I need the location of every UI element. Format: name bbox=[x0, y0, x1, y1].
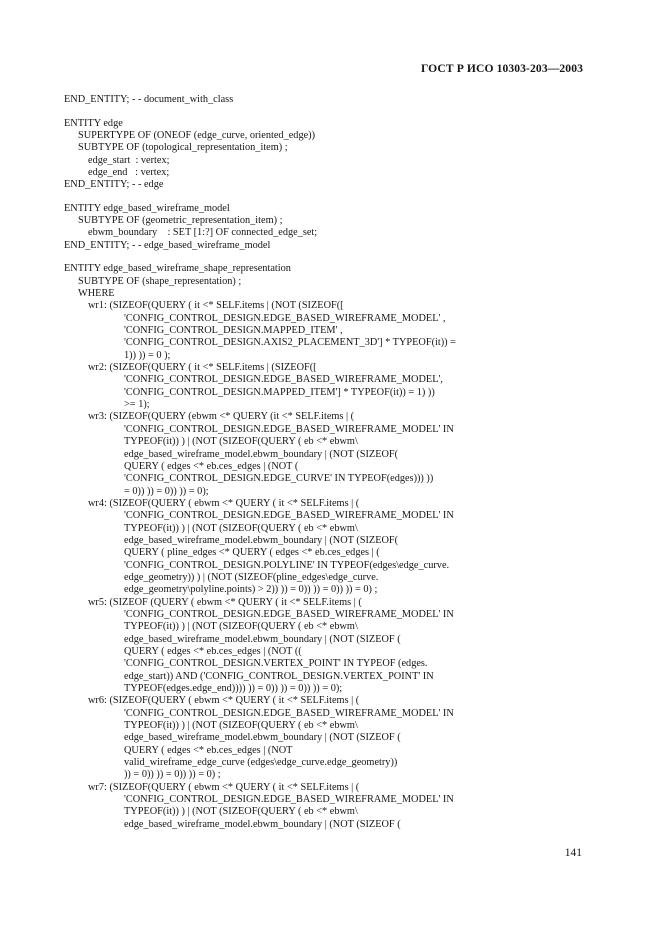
code-line: 'CONFIG_CONTROL_DESIGN.EDGE_BASED_WIREFRAME_MODEL', bbox=[124, 374, 443, 386]
code-line: 'CONFIG_CONTROL_DESIGN.AXIS2_PLACEMENT_3D'] * TYPEOF(it)) = bbox=[124, 337, 456, 349]
code-line: SUPERTYPE OF (ONEOF (edge_curve, oriented_edge)) bbox=[78, 129, 316, 141]
code-line: = 0)) )) = 0)) )) = 0); bbox=[124, 485, 209, 497]
code-line: END_ENTITY; - - edge bbox=[64, 179, 164, 191]
code-line: edge_geometry\polyline.points) > 2)) )) = 0)) )) = 0)) )) = 0) ; bbox=[124, 584, 378, 596]
code-line: QUERY ( edges <* eb.ces_edges | (NOT (( bbox=[124, 646, 302, 657]
code-line: 1)) )) = 0 ); bbox=[124, 349, 171, 361]
code-line: 'CONFIG_CONTROL_DESIGN.EDGE_BASED_WIREFRAME_MODEL' IN bbox=[124, 794, 454, 806]
code-line: QUERY ( pline_edges <* QUERY ( edges <* eb.ces_edges | ( bbox=[124, 547, 380, 559]
code-line: 'CONFIG_CONTROL_DESIGN.EDGE_BASED_WIREFRAME_MODEL' IN bbox=[124, 510, 454, 522]
code-line: wr7: (SIZEOF(QUERY ( ebwm <* QUERY ( it <* SELF.items | ( bbox=[88, 781, 360, 793]
code-line: wr6: (SIZEOF(QUERY ( ebwm <* QUERY ( it <* SELF.items | ( bbox=[88, 695, 360, 707]
code-line: edge_start)) AND ('CONFIG_CONTROL_DESIGN.VERTEX_POINT' IN bbox=[124, 670, 434, 682]
code-line: edge_end : vertex; bbox=[88, 166, 170, 178]
code-line: wr4: (SIZEOF(QUERY ( ebwm <* QUERY ( it <* SELF.items | ( bbox=[88, 497, 360, 509]
code-line: 'CONFIG_CONTROL_DESIGN.MAPPED_ITEM'] * TYPEOF(it)) = 1) )) bbox=[124, 386, 435, 398]
code-line: TYPEOF(edges.edge_end)))) )) = 0)) )) = 0)) )) = 0); bbox=[124, 683, 343, 695]
code-line: valid_wireframe_edge_curve (edges\edge_curve.edge_geometry)) bbox=[124, 757, 398, 769]
blank-line bbox=[64, 192, 624, 203]
code-line: ENTITY edge bbox=[64, 117, 123, 129]
code-line: ebwm_boundary : SET [1:?] OF connected_edge_set; bbox=[88, 227, 318, 239]
code-line: 'CONFIG_CONTROL_DESIGN.VERTEX_POINT' IN TYPEOF (edges. bbox=[124, 658, 428, 670]
code-line: wr2: (SIZEOF(QUERY ( it <* SELF.items | (SIZEOF([ bbox=[88, 362, 317, 374]
code-line: SUBTYPE OF (shape_representation) ; bbox=[78, 275, 242, 287]
code-line: edge_based_wireframe_model.ebwm_boundary | (NOT (SIZEOF( bbox=[124, 448, 399, 460]
code-line: WHERE bbox=[78, 288, 115, 300]
page-number: 141 bbox=[564, 847, 582, 859]
code-line: 'CONFIG_CONTROL_DESIGN.EDGE_CURVE' IN TYPEOF(edges))) )) bbox=[124, 473, 434, 485]
code-line: 'CONFIG_CONTROL_DESIGN.EDGE_BASED_WIREFRAME_MODEL' IN bbox=[124, 608, 454, 620]
code-line: QUERY ( edges <* eb.ces_edges | (NOT bbox=[124, 744, 293, 756]
code-line: END_ENTITY; - - document_with_class bbox=[64, 94, 234, 105]
code-line: 'CONFIG_CONTROL_DESIGN.POLYLINE' IN TYPEOF(edges\edge_curve. bbox=[124, 559, 450, 571]
code-line: ENTITY edge_based_wireframe_model bbox=[64, 202, 230, 214]
code-line: edge_based_wireframe_model.ebwm_boundary | (NOT (SIZEOF( bbox=[124, 534, 399, 546]
code-line: SUBTYPE OF (geometric_representation_item) ; bbox=[78, 215, 283, 227]
code-line: wr5: (SIZEOF (QUERY ( ebwm <* QUERY ( it <* SELF.items | ( bbox=[88, 596, 362, 608]
code-line: edge_start : vertex; bbox=[88, 154, 170, 166]
document-body bbox=[64, 94, 624, 831]
code-line: TYPEOF(it)) ) | (NOT (SIZEOF(QUERY ( eb <* ebwm\ bbox=[124, 436, 358, 448]
code-line: )) = 0)) )) = 0)) )) = 0) ; bbox=[124, 769, 221, 781]
code-line: edge_based_wireframe_model.ebwm_boundary | (NOT (SIZEOF ( bbox=[124, 818, 401, 830]
code-line: TYPEOF(it)) ) | (NOT (SIZEOF(QUERY ( eb <* ebwm\ bbox=[124, 806, 358, 818]
code-line: SUBTYPE OF (topological_representation_item) ; bbox=[78, 142, 288, 154]
blank-line bbox=[64, 252, 624, 263]
code-line: edge_based_wireframe_model.ebwm_boundary | (NOT (SIZEOF ( bbox=[124, 633, 401, 645]
blank-line bbox=[64, 106, 624, 117]
code-line: >= 1); bbox=[124, 399, 150, 411]
code-line: TYPEOF(it)) ) | (NOT (SIZEOF(QUERY ( eb <* ebwm\ bbox=[124, 621, 358, 633]
code-line: edge_based_wireframe_model.ebwm_boundary | (NOT (SIZEOF ( bbox=[124, 732, 401, 744]
code-line: wr3: (SIZEOF(QUERY (ebwm <* QUERY (it <* SELF.items | ( bbox=[88, 411, 355, 423]
code-line: edge_geometry)) ) | (NOT (SIZEOF(pline_edges\edge_curve. bbox=[124, 571, 379, 583]
code-line: 'CONFIG_CONTROL_DESIGN.EDGE_BASED_WIREFRAME_MODEL' IN bbox=[124, 707, 454, 719]
code-line: ENTITY edge_based_wireframe_shape_representation bbox=[64, 263, 291, 275]
code-line: TYPEOF(it)) ) | (NOT (SIZEOF(QUERY ( eb <* ebwm\ bbox=[124, 720, 358, 732]
document-header: ГОСТ Р ИСО 10303-203—2003 bbox=[420, 62, 583, 75]
code-line: 'CONFIG_CONTROL_DESIGN.MAPPED_ITEM' , bbox=[124, 325, 343, 337]
code-line: QUERY ( edges <* eb.ces_edges | (NOT ( bbox=[124, 460, 299, 472]
code-line: 'CONFIG_CONTROL_DESIGN.EDGE_BASED_WIREFRAME_MODEL' , bbox=[124, 312, 446, 324]
code-line: wr1: (SIZEOF(QUERY ( it <* SELF.items | (NOT (SIZEOF([ bbox=[88, 300, 344, 312]
code-line: END_ENTITY; - - edge_based_wireframe_model bbox=[64, 239, 271, 251]
code-line: TYPEOF(it)) ) | (NOT (SIZEOF(QUERY ( eb <* ebwm\ bbox=[124, 522, 358, 534]
code-line: 'CONFIG_CONTROL_DESIGN.EDGE_BASED_WIREFRAME_MODEL' IN bbox=[124, 423, 454, 435]
